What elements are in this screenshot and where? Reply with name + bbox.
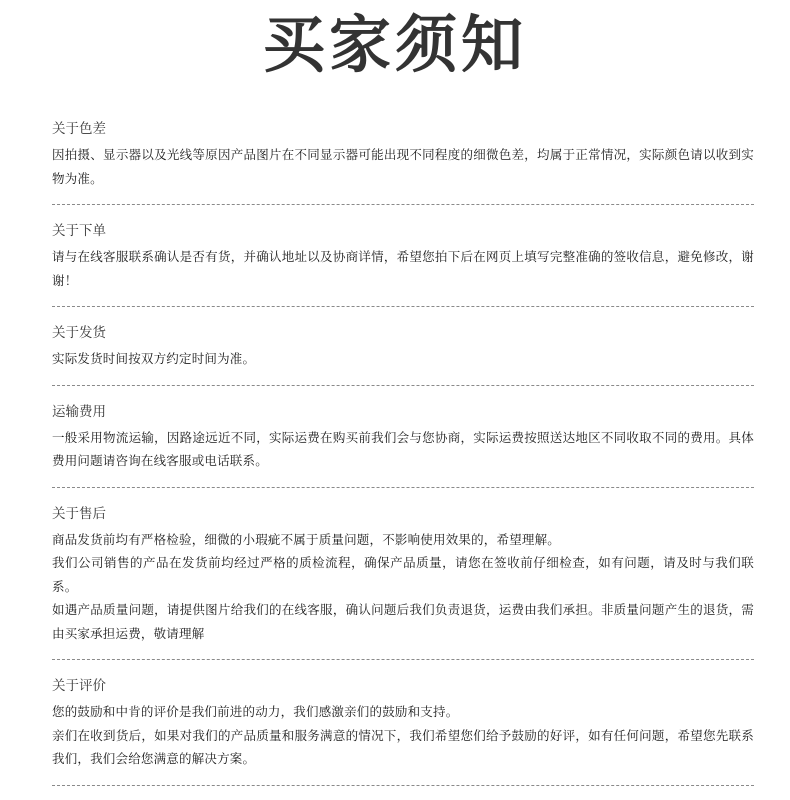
section-heading: 运输费用: [52, 403, 106, 420]
section-heading: 关于售后: [52, 505, 106, 522]
section-paragraph: 亲们在收到货后，如果对我们的产品质量和服务满意的情况下，我们希望您们给予鼓励的好评，如有任何问题，希望您先联系我们，我们会给您满意的解决方案。: [52, 727, 754, 766]
section-paragraph: 一般采用物流运输，因路途远近不同，实际运费在购买前我们会与您协商，实际运费按照送达地区不同收取不同的费用。具体费用问题请咨询在线客服或电话联系。: [52, 429, 754, 468]
section-paragraph: 您的鼓励和中肯的评价是我们前进的动力，我们感激亲们的鼓励和支持。: [52, 704, 459, 719]
section-reviews: [52, 674, 754, 786]
page-title: 买家须知: [262, 8, 527, 81]
section-paragraph: 实际发货时间按双方约定时间为准。: [52, 351, 256, 366]
section-paragraph: 如遇产品质量问题，请提供图片给我们的在线客服，确认问题后我们负责退货，运费由我们承担。非质量问题产生的退货，需由买家承担运费，敬请理解: [52, 602, 754, 641]
section-heading: 关于下单: [52, 223, 106, 239]
section-paragraph: 我们公司销售的产品在发货前均经过严格的质检流程，确保产品质量，请您在签收前仔细检查，如有问题，请及时与我们联系。: [52, 555, 754, 594]
section-ordering: [52, 219, 754, 307]
section-heading: 关于色差: [52, 121, 106, 137]
notice-content: [52, 117, 754, 800]
section-heading: 关于评价: [52, 678, 106, 694]
section-paragraph: 请与在线客服联系确认是否有货，并确认地址以及协商详情，希望您拍下后在网页上填写完整准确的签收信息，避免修改，谢谢！: [52, 249, 754, 288]
section-heading: 关于发货: [52, 325, 106, 341]
section-shipping: [52, 321, 754, 386]
section-paragraph: 商品发货前均有严格检验，细微的小瑕疵不属于质量问题，不影响使用效果的，希望理解。: [52, 531, 561, 547]
section-shipping-cost: [52, 400, 754, 488]
section-paragraph: 因拍摄、显示器以及光线等原因产品图片在不同显示器可能出现不同程度的细微色差，均属于正常情况，实际颜色请以收到实物为准。: [52, 147, 754, 186]
section-after-sales: [52, 502, 754, 661]
section-color-difference: [52, 117, 754, 205]
